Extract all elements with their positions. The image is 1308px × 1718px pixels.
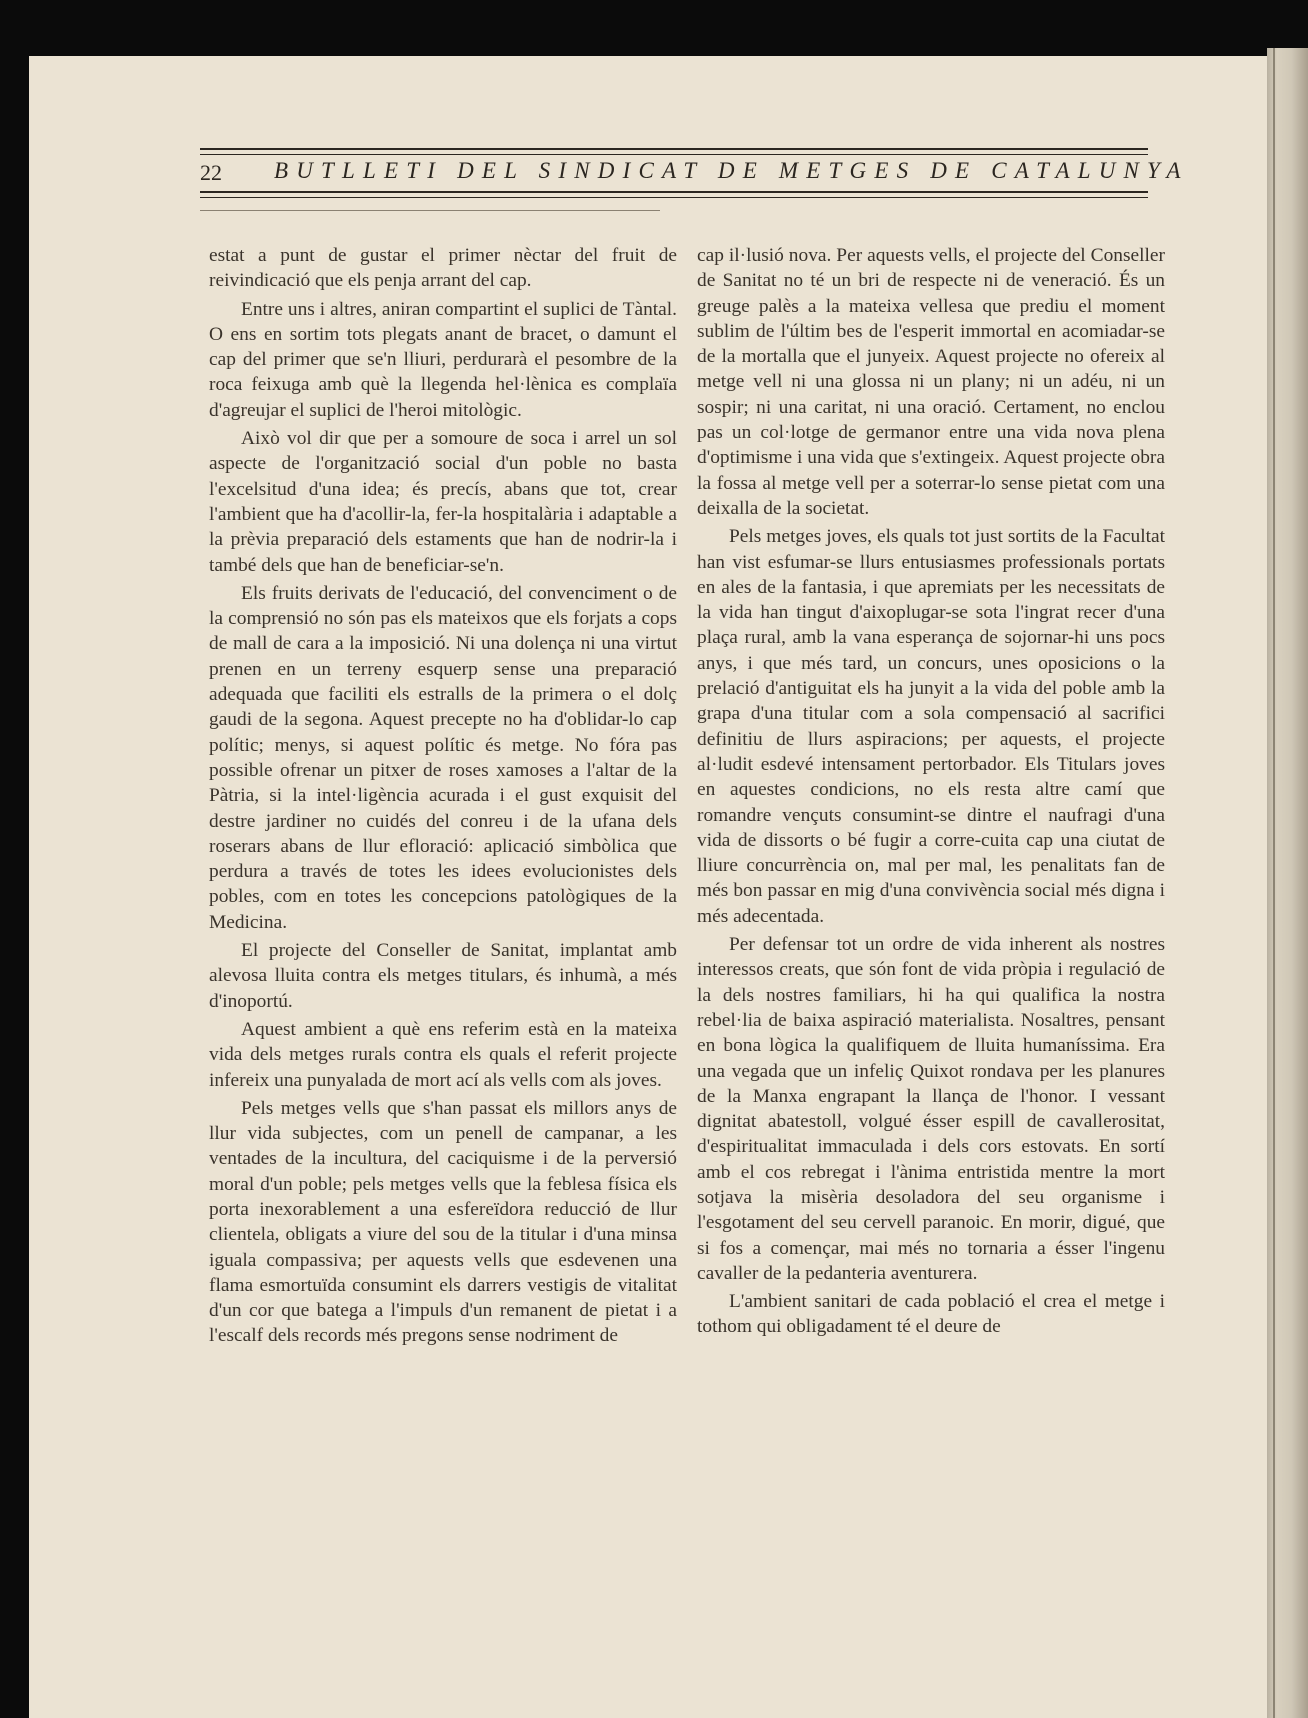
- paragraph: L'ambient sanitari de cada població el crea el metge i tothom qui obligadament té el deure de: [697, 1291, 1165, 1338]
- paragraph: Entre uns i altres, aniran compartint el suplici de Tàntal. O ens en sortim tots plegats anant de bracet, o damunt el cap del primer que se'n lliuri, perdurarà el pesombre de la roca feixuga amb què la llegenda hel·lènica es complaïa d'agreujar el suplici de l'heroi mitològic.: [209, 298, 677, 421]
- paragraph: Pels metges vells que s'han passat els millors anys de llur vida subjectes, com un penell de campanar, a les ventades de la incultura, del caciquisme i de la perversió moral d'un poble; pels metges vells que la feblesa física els porta inexorablement a una esfereïdora reducció de llur clientela, obligats a viure del sou de la titular i d'una minsa iguala compassiva; per aquests vells que esdevenen una flama esmortuïda consumint els darrers vestigis de vitalitat d'un cor que batega a l'impuls d'un remanent de pietat i a l'escalf dels records més pregons sense nodriment de: [209, 1097, 677, 1347]
- header-bottom-rule: [200, 191, 1148, 193]
- paragraph: estat a punt de gustar el primer nèctar del fruit de reivindicació que els penja arrant del cap.: [209, 245, 677, 292]
- paragraph: Per defensar tot un ordre de vida inherent als nostres interessos creats, que són font de vida pròpia i regulació de la dels nostres familiars, hi ha qui qualifica la nostra rebel·lia de baixa aspiració materialista. Nosaltres, pensant en bona lògica la qualifiquem de lluita humaníssima. Era una vegada que un infeliç Quixot rondava per les planures de la Manxa engrapant la llança de l'honor. I vessant dignitat abatestoll, volgué ésser espill de cavallerositat, d'espiritualitat immaculada i dels cors estovats. En sortí amb el cos rebregat i l'ànima entristida mentre la mort sotjava la misèria desoladora del seu organisme i l'esgotament del seu cervell paranoic. En morir, digué, que si fos a començar, mai més no tornaria a ésser l'ingenu cavaller de la pedanteria aventurera.: [697, 934, 1165, 1284]
- paragraph: Aquest ambient a què ens referim està en la mateixa vida dels metges rurals contra els quals el referit projecte infereix una punyalada de mort ací als vells com als joves.: [209, 1018, 677, 1091]
- header-underline: [200, 210, 660, 211]
- header-bottom-rule-thin: [200, 197, 1148, 198]
- running-title: BUTLLETI DEL SINDICAT DE METGES DE CATALUNYA: [274, 158, 1189, 183]
- paragraph: Els fruits derivats de l'educació, del convenciment o de la comprensió no són pas els mateixos que els forjats a cops de mall de cara a la imposició. Ni una dolença ni una virtut prenen en un terreny esquerp sense una preparació adequada que faciliti els estralls de la primera o el dolç gaudi de la segona. Aquest precepte no ha d'oblidar-lo cap polític; menys, si aquest polític és metge. No fóra pas possible ofrenar un pitxer de roses xamoses a l'altar de la Pàtria, si la intel·ligència acurada i el gust exquisit del destre jardiner no cuidés del conreu i de la ufana dels roserars abans de llur efloració: aplicació simbòlica que perdura a través de totes les idees evolucionistes dels pobles, com en totes les concepcions patològiques de la Medicina.: [209, 582, 677, 933]
- paragraph: Això vol dir que per a somoure de soca i arrel un sol aspecte de l'organització social d'un poble no basta l'excelsitud d'una idea; és precís, abans que tot, crear l'ambient que ha d'acollir-la, fer-la hospitalària i adaptable a la prèvia preparació dels estaments que han de nodrir-la i també dels que han de beneficiar-se'n.: [209, 428, 677, 576]
- header-top-rule: [200, 148, 1148, 150]
- left-column: [209, 243, 677, 1543]
- header-top-rule-thin: [200, 154, 1148, 155]
- adjacent-page-edge: [1267, 48, 1308, 1718]
- running-header: [200, 148, 1189, 204]
- page-number: 22: [200, 160, 222, 185]
- paragraph: cap il·lusió nova. Per aquests vells, el projecte del Conseller de Sanitat no té un bri de respecte ni de veneració. És un greuge palès a la mateixa vellesa que prediu el moment sublim de l'últim bes de l'esperit immortal en acomiadar-se de la mortalla que el junyeix. Aquest projecte no ofereix al metge vell ni una glossa ni un plany; ni un adéu, ni un sospir; ni una caritat, ni una oració. Certament, no enclou pas un col·lotge de germanor entre una vida nova plena d'optimisme i una vida que s'extingeix. Aquest projecte obra la fossa al metge vell per a soterrar-lo sense pietat com una deixalla de la societat.: [697, 245, 1165, 519]
- right-column: [697, 243, 1165, 1543]
- paragraph: Pels metges joves, els quals tot just sortits de la Facultat han vist esfumar-se llurs entusiasmes professionals portats en ales de la fantasia, i que apremiats per les necessitats de la vida han tingut d'aixoplugar-se sota l'ingrat recer d'una plaça rural, amb la vana esperança de sojornar-hi uns pocs anys, i que més tard, un concurs, unes oposicions o la prelació d'antiguitat els ha junyit a la vida del poble amb la grapa d'una titular com a sola compensació al sacrifici definitiu de llurs aspiracions; per aquests, el projecte al·ludit esdevé intensament pertorbador. Els Titulars joves en aquestes condicions, no els resta altre camí que romandre vençuts consumint-se dintre el naufragi d'una vida de dissorts o bé fugir a corre-cuita cap una ciutat de lliure concurrència on, mal per mal, les penalitats fan de més bon passar en mig d'una convivència social més digna i més adecentada.: [697, 526, 1165, 927]
- paragraph: El projecte del Conseller de Sanitat, implantat amb alevosa lluita contra els metges titulars, és inhumà, a més d'inoportú.: [209, 940, 677, 1012]
